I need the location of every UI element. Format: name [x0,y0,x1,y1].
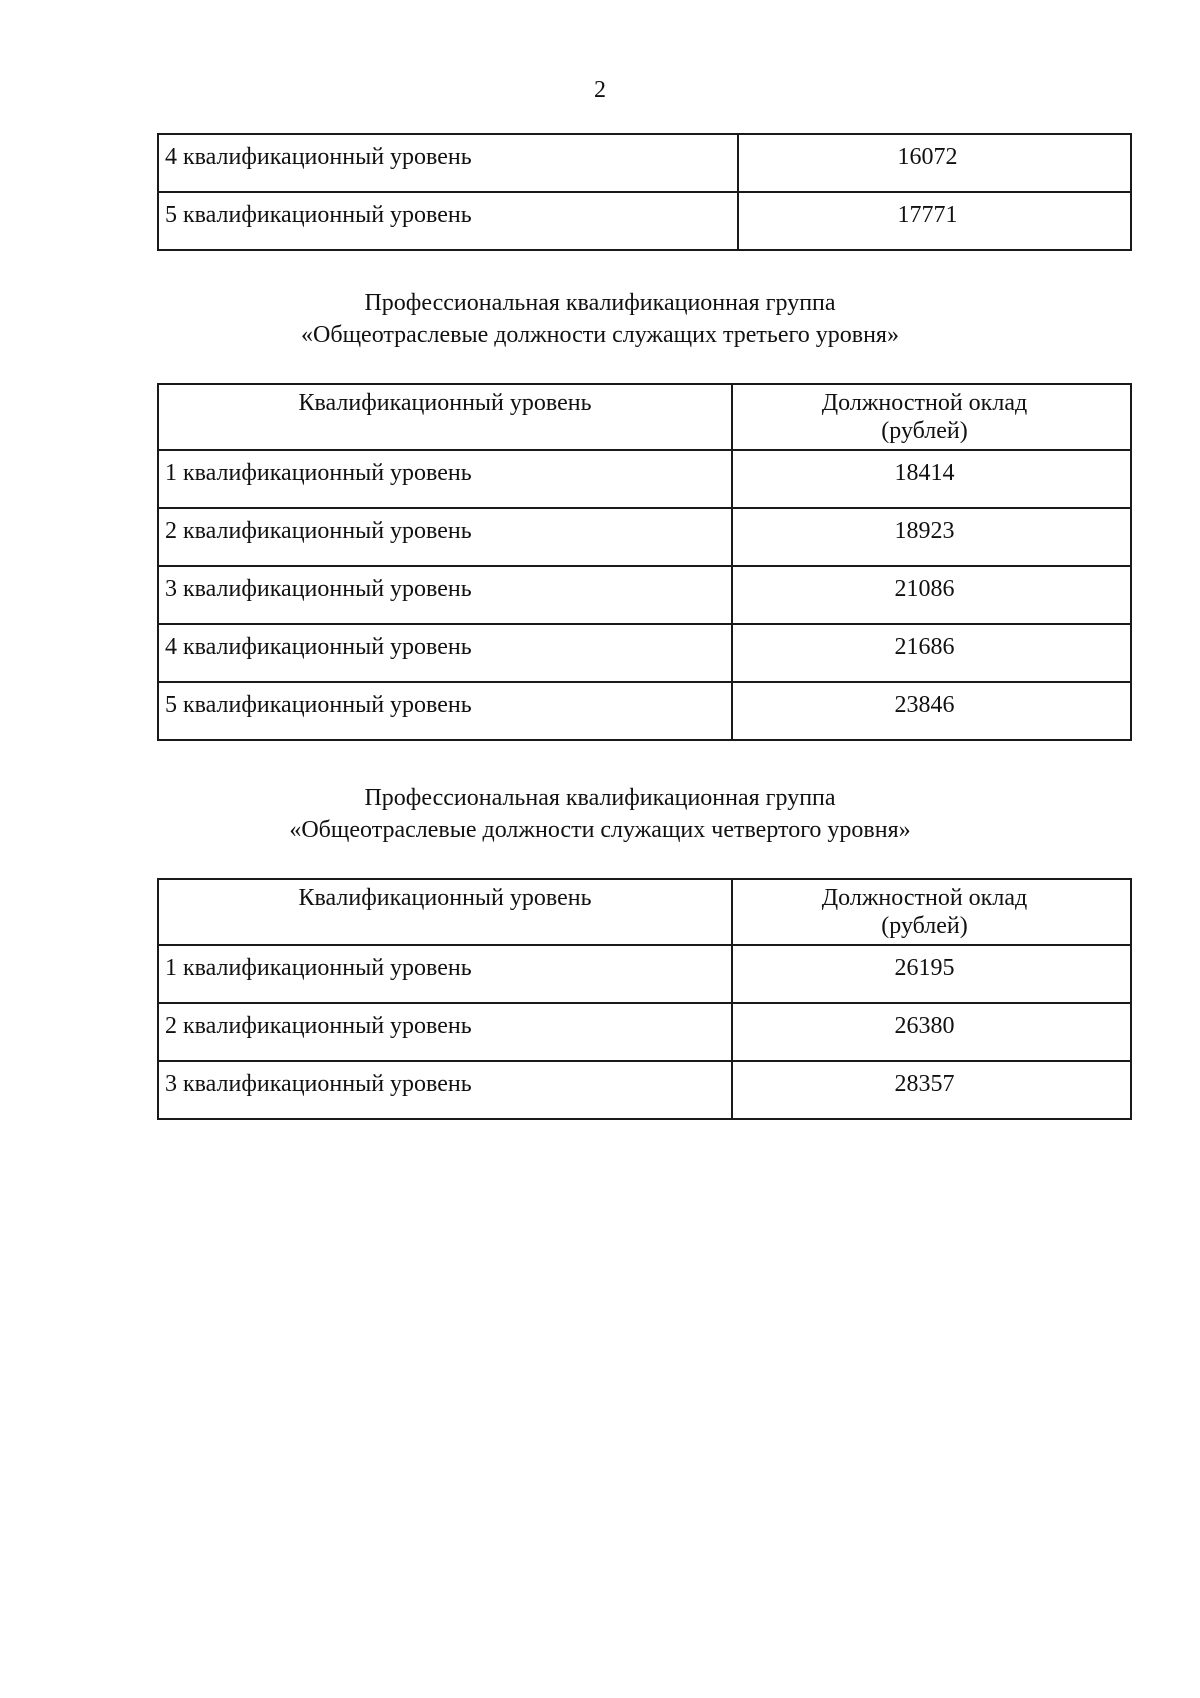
qualification-level-cell: 2 квалификационный уровень [158,508,732,566]
salary-cell: 21086 [732,566,1131,624]
header-salary-cell [732,879,1131,945]
qualification-level-cell: 4 квалификационный уровень [158,134,738,192]
salary-cell: 17771 [738,192,1131,250]
qualification-level-cell: 3 квалификационный уровень [158,1061,732,1119]
header-salary-unit: (рублей) [881,418,968,444]
salary-table-third-level [157,383,1132,741]
header-salary-cell [732,384,1131,450]
table-header-row [158,384,1131,450]
qualification-level-cell: 2 квалификационный уровень [158,1003,732,1061]
header-level-cell: Квалификационный уровень [158,879,732,945]
group-heading-third-level [0,287,1200,351]
table-row [158,1061,1131,1119]
qualification-level-cell: 5 квалификационный уровень [158,682,732,740]
header-level-cell: Квалификационный уровень [158,384,732,450]
table-header-row [158,879,1131,945]
salary-cell: 18414 [732,450,1131,508]
header-salary-unit: (рублей) [881,913,968,939]
table-row [158,1003,1131,1061]
qualification-level-cell: 4 квалификационный уровень [158,624,732,682]
group-heading-line: Профессиональная квалификационная группа [364,290,836,316]
salary-cell: 26195 [732,945,1131,1003]
salary-table-fourth-level [157,878,1132,1120]
salary-cell: 16072 [738,134,1131,192]
salary-cell: 18923 [732,508,1131,566]
table-row [158,945,1131,1003]
header-salary-line: Должностной оклад [821,390,1028,416]
qualification-level-cell: 1 квалификационный уровень [158,450,732,508]
qualification-level-cell: 3 квалификационный уровень [158,566,732,624]
header-salary-line: Должностной оклад [821,885,1028,911]
group-heading-line: Профессиональная квалификационная группа [364,785,836,811]
group-heading-line: «Общеотраслевые должности служащих третьего уровня» [301,322,899,348]
group-heading-line: «Общеотраслевые должности служащих четвертого уровня» [289,817,911,843]
salary-cell: 21686 [732,624,1131,682]
table-row [158,566,1131,624]
table-row [158,450,1131,508]
qualification-level-cell: 1 квалификационный уровень [158,945,732,1003]
salary-cell: 28357 [732,1061,1131,1119]
salary-table-continued [157,133,1132,251]
qualification-level-cell: 5 квалификационный уровень [158,192,738,250]
table-row [158,508,1131,566]
table-row [158,134,1131,192]
table-row [158,624,1131,682]
table-row [158,682,1131,740]
salary-cell: 26380 [732,1003,1131,1061]
table-row [158,192,1131,250]
salary-cell: 23846 [732,682,1131,740]
page-number: 2 [594,77,606,103]
group-heading-fourth-level [0,782,1200,846]
